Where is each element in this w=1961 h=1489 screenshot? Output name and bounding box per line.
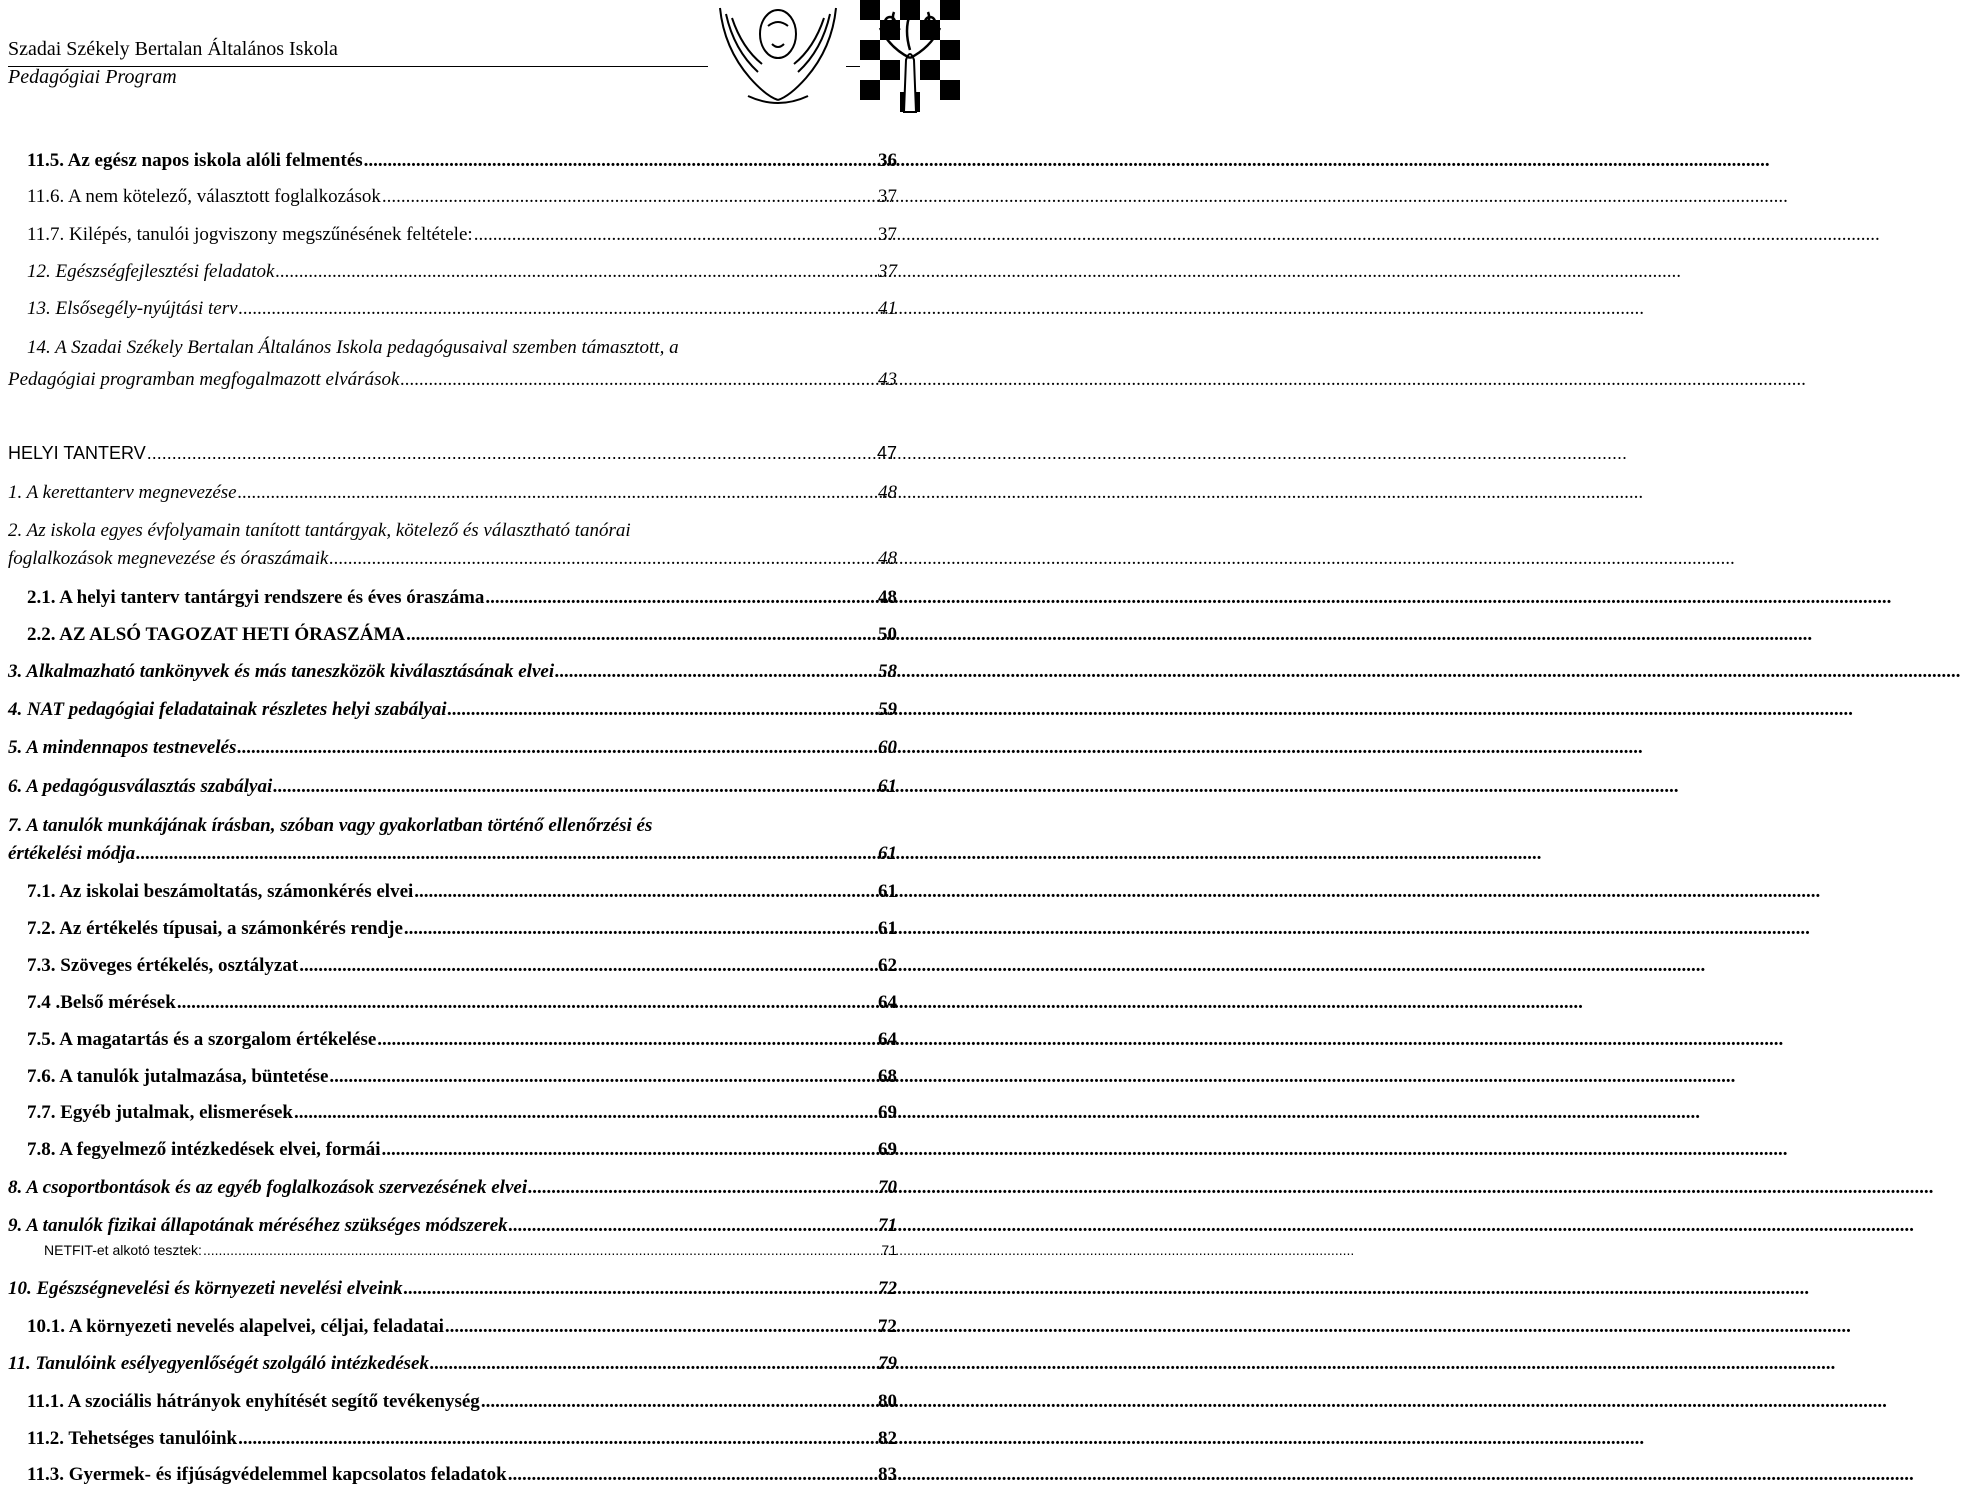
toc-leader-dots <box>275 261 877 283</box>
toc-entry-title: NETFIT-et alkotó tesztek: <box>44 1242 202 1258</box>
toc-entry[interactable] <box>27 1102 897 1124</box>
toc-entry-title: 11.2. Tehetséges tanulóink <box>27 1428 238 1449</box>
toc-entry-page: 60 <box>878 737 897 758</box>
toc-entry[interactable] <box>8 1215 897 1237</box>
toc-leader-dots <box>238 482 877 504</box>
toc-leader-dots <box>555 661 877 683</box>
toc-entry[interactable] <box>8 737 897 759</box>
toc-entry-page: 48 <box>878 548 897 569</box>
toc-entry-page: 69 <box>878 1102 897 1123</box>
toc-entry-title: értékelési módja <box>8 843 136 864</box>
toc-entry-title: 1. A kerettanterv megnevezése <box>8 482 237 503</box>
hands-logo <box>712 4 844 110</box>
toc-entry-title: 2.2. AZ ALSÓ TAGOZAT HETI ÓRASZÁMA <box>27 624 406 645</box>
toc-entry[interactable] <box>27 150 897 172</box>
toc-entry[interactable] <box>8 369 897 391</box>
toc-entry[interactable] <box>8 699 897 721</box>
toc-entry-title-line1: 14. A Szadai Székely Bertalan Általános Iskola pedagógusaival szemben támasztott, a <box>27 337 679 358</box>
toc-leader-dots <box>237 737 877 759</box>
toc-entry-page: 48 <box>878 482 897 503</box>
school-name: Szadai Székely Bertalan Általános Iskola <box>8 38 338 60</box>
toc-entry-title: HELYI TANTERV <box>8 443 146 463</box>
toc-entry[interactable] <box>27 261 897 283</box>
toc-entry-title: 11. Tanulóink esélyegyenlőségét szolgáló intézkedések <box>8 1353 429 1374</box>
toc-entry-page: 47 <box>876 443 897 463</box>
toc-entry-title: 7.1. Az iskolai beszámoltatás, számonkérés elvei <box>27 881 414 902</box>
toc-entry[interactable] <box>8 661 897 683</box>
toc-entry[interactable] <box>27 624 897 646</box>
chess-tree-logo <box>860 0 960 112</box>
toc-entry-title: 10.1. A környezeti nevelés alapelvei, céljai, feladatai <box>27 1316 444 1337</box>
toc-entry-page: 37 <box>878 186 897 207</box>
toc-leader-dots <box>430 1353 877 1375</box>
toc-entry-title: 5. A mindennapos testnevelés <box>8 737 237 758</box>
toc-leader-dots <box>147 442 876 464</box>
toc-leader-dots <box>294 1102 877 1124</box>
toc-leader-dots <box>329 548 877 570</box>
toc-entry-title-line1: 7. A tanulók munkájának írásban, szóban vagy gyakorlatban történő ellenőrzési és <box>8 815 653 836</box>
toc-entry[interactable] <box>27 1316 897 1338</box>
toc-entry[interactable] <box>27 881 897 903</box>
toc-entry-title: 9. A tanulók fizikai állapotának méréséhez szükséges módszerek <box>8 1215 508 1236</box>
toc-entry[interactable] <box>8 1278 897 1300</box>
toc-leader-dots <box>364 150 877 172</box>
toc-entry-title: 13. Elsősegély-nyújtási terv <box>27 298 238 319</box>
toc-leader-dots <box>329 1066 877 1088</box>
toc-entry[interactable] <box>27 918 897 940</box>
toc-entry-page: 68 <box>878 1066 897 1087</box>
toc-entry-page: 70 <box>878 1177 897 1198</box>
toc-leader-dots <box>203 1242 880 1258</box>
toc-entry-page: 50 <box>878 624 897 645</box>
toc-entry-title: 6. A pedagógusválasztás szabályai <box>8 776 273 797</box>
header-rule-right <box>846 66 860 67</box>
toc-entry[interactable] <box>27 1391 897 1413</box>
toc-entry-title: Pedagógiai programban megfogalmazott elvárások <box>8 369 400 390</box>
toc-entry-page: 72 <box>878 1316 897 1337</box>
toc-entry-title: 11.6. A nem kötelező, választott foglalkozások <box>27 186 381 207</box>
toc-entry[interactable] <box>27 992 897 1014</box>
toc-entry-page: 80 <box>878 1391 897 1412</box>
toc-entry-page: 71 <box>881 1242 897 1258</box>
toc-entry-page: 36 <box>878 150 897 171</box>
toc-entry[interactable] <box>8 1177 897 1199</box>
toc-entry[interactable] <box>8 482 897 504</box>
toc-entry-page: 58 <box>878 661 897 682</box>
toc-entry-title: 3. Alkalmazható tankönyvek és más taneszközök kiválasztásának elvei <box>8 661 555 682</box>
toc-entry[interactable] <box>27 1066 897 1088</box>
toc-entry-page: 41 <box>878 298 897 319</box>
document-title: Pedagógiai Program <box>8 66 177 88</box>
toc-entry-title: 10. Egészségnevelési és környezeti nevelési elveink <box>8 1278 403 1299</box>
toc-entry[interactable] <box>8 442 897 464</box>
toc-entry-title: 7.4 .Belső mérések <box>27 992 176 1013</box>
toc-entry[interactable] <box>27 1029 897 1051</box>
toc-entry-page: 43 <box>878 369 897 390</box>
toc-entry-page: 62 <box>878 955 897 976</box>
toc-entry-title: 11.1. A szociális hátrányok enyhítését segítő tevékenység <box>27 1391 480 1412</box>
toc-entry[interactable] <box>8 1353 897 1375</box>
toc-entry-title: 11.7. Kilépés, tanulói jogviszony megszűnésének feltétele: <box>27 224 473 245</box>
toc-entry-title: 11.5. Az egész napos iskola alóli felmentés <box>27 150 363 171</box>
toc-leader-dots <box>400 369 877 391</box>
toc-leader-dots <box>528 1177 877 1199</box>
toc-entry-title: 7.2. Az értékelés típusai, a számonkérés rendje <box>27 918 403 939</box>
toc-entry-page: 83 <box>878 1464 897 1485</box>
toc-entry-title: 11.3. Gyermek- és ifjúságvédelemmel kapcsolatos feladatok <box>27 1464 507 1485</box>
toc-leader-dots <box>177 992 877 1014</box>
toc-entry-title: 7.7. Egyéb jutalmak, elismerések <box>27 1102 293 1123</box>
toc-leader-dots <box>273 776 877 798</box>
toc-leader-dots <box>377 1029 877 1051</box>
toc-entry-title: 7.8. A fegyelmező intézkedések elvei, formái <box>27 1139 381 1160</box>
toc-leader-dots <box>299 955 877 977</box>
toc-entry[interactable] <box>27 587 897 609</box>
toc-entry[interactable] <box>27 1464 897 1486</box>
toc-entry-page: 37 <box>878 224 897 245</box>
toc-leader-dots <box>474 224 877 246</box>
toc-entry-page: 61 <box>878 776 897 797</box>
toc-entry-page: 72 <box>878 1278 897 1299</box>
toc-entry[interactable] <box>27 955 897 977</box>
toc-entry-page: 61 <box>878 918 897 939</box>
toc-entry-page: 64 <box>878 992 897 1013</box>
toc-leader-dots <box>485 587 877 609</box>
toc-entry-page: 59 <box>878 699 897 720</box>
toc-entry-title-line1: 2. Az iskola egyes évfolyamain tanított tantárgyak, kötelező és választható tanórai <box>8 520 631 541</box>
toc-leader-dots <box>448 699 877 721</box>
toc-entry-title: 7.6. A tanulók jutalmazása, büntetése <box>27 1066 329 1087</box>
toc-leader-dots <box>509 1215 877 1237</box>
toc-entry[interactable] <box>27 1428 897 1450</box>
toc-entry-page: 79 <box>878 1353 897 1374</box>
toc-entry-title: 8. A csoportbontások és az egyéb foglalkozások szervezésének elvei <box>8 1177 528 1198</box>
toc-leader-dots <box>508 1464 877 1486</box>
toc-leader-dots <box>382 186 877 208</box>
toc-entry-title: 2.1. A helyi tanterv tantárgyi rendszere és éves óraszáma <box>27 587 485 608</box>
toc-leader-dots <box>404 918 877 940</box>
toc-entry-page: 37 <box>878 261 897 282</box>
toc-entry-page: 64 <box>878 1029 897 1050</box>
toc-entry[interactable] <box>27 298 897 320</box>
toc-entry[interactable] <box>8 776 897 798</box>
toc-leader-dots <box>404 1278 877 1300</box>
toc-entry[interactable] <box>44 1242 897 1258</box>
toc-entry-title: 4. NAT pedagógiai feladatainak részletes helyi szabályai <box>8 699 447 720</box>
toc-entry-page: 71 <box>878 1215 897 1236</box>
toc-entry[interactable] <box>8 548 897 570</box>
toc-leader-dots <box>445 1316 877 1338</box>
toc-leader-dots <box>382 1139 877 1161</box>
toc-entry-title: 7.3. Szöveges értékelés, osztályzat <box>27 955 299 976</box>
toc-leader-dots <box>406 624 877 646</box>
toc-entry-page: 61 <box>878 843 897 864</box>
toc-entry-title: 7.5. A magatartás és a szorgalom értékelése <box>27 1029 377 1050</box>
toc-entry[interactable] <box>8 843 897 865</box>
toc-entry[interactable] <box>27 1139 897 1161</box>
toc-leader-dots <box>136 843 877 865</box>
toc-leader-dots <box>481 1391 877 1413</box>
toc-entry-page: 82 <box>878 1428 897 1449</box>
toc-entry-title: 12. Egészségfejlesztési feladatok <box>27 261 275 282</box>
toc-entry[interactable] <box>27 224 897 246</box>
toc-leader-dots <box>238 1428 877 1450</box>
toc-entry-page: 61 <box>878 881 897 902</box>
toc-leader-dots <box>414 881 877 903</box>
page-header <box>0 0 960 120</box>
toc-entry-title: foglalkozások megnevezése és óraszámaik <box>8 548 329 569</box>
toc-leader-dots <box>239 298 877 320</box>
toc-entry[interactable] <box>27 186 897 208</box>
toc-entry-page: 69 <box>878 1139 897 1160</box>
toc-entry-page: 48 <box>878 587 897 608</box>
